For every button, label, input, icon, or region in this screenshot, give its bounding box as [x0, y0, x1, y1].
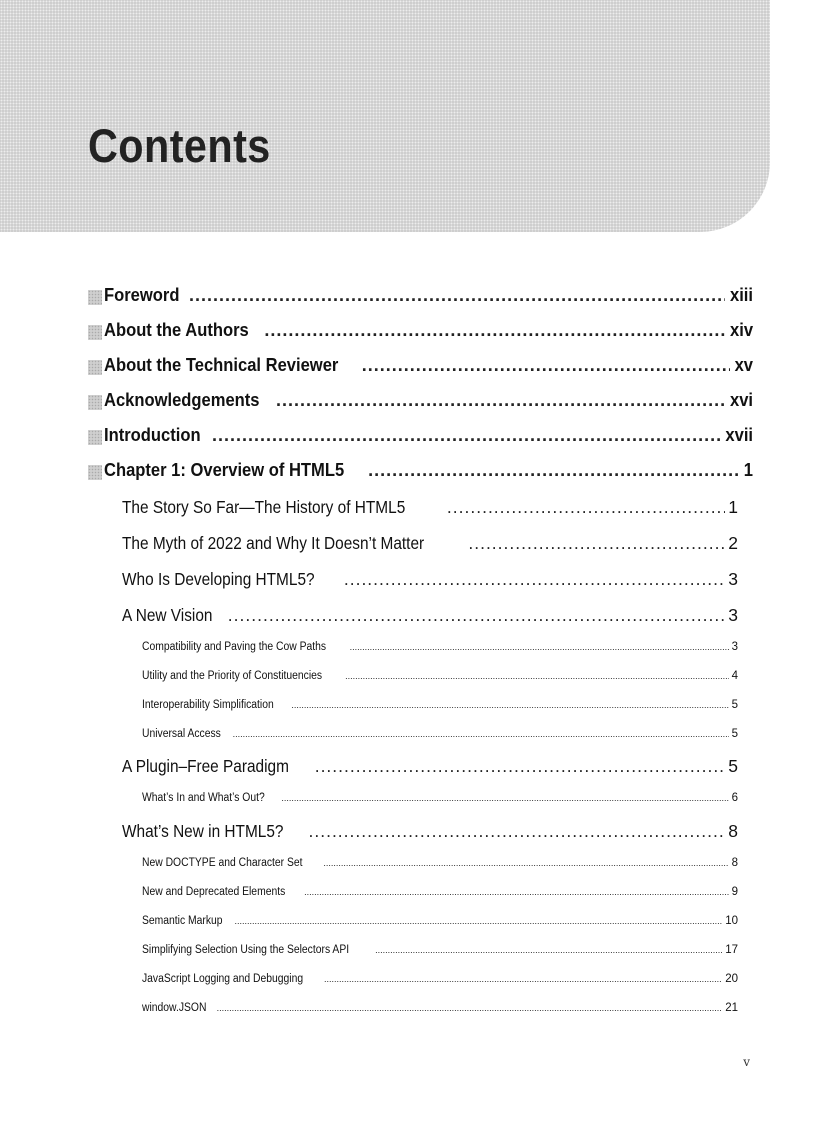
- toc-entry-page: 8: [728, 821, 738, 841]
- toc-entry-js-logging[interactable]: [142, 973, 738, 989]
- toc-entry-utility[interactable]: [142, 670, 738, 686]
- toc-entry-page: 20: [725, 973, 738, 985]
- toc-leader-dots: [291, 700, 728, 710]
- toc-entry-compatibility[interactable]: [142, 641, 738, 657]
- toc-leader-dots: [468, 533, 725, 554]
- toc-entry-page: 21: [725, 1002, 738, 1014]
- toc-leader-dots: [276, 390, 725, 411]
- toc-entry-page: 1: [728, 497, 738, 517]
- toc-entry-page: 3: [731, 641, 738, 653]
- toc-entry-title: What’s In and What’s Out?: [142, 792, 265, 804]
- toc-entry-title: A Plugin–Free Paradigm: [122, 756, 289, 776]
- toc-leader-dots: [234, 916, 722, 926]
- toc-leader-dots: [350, 642, 729, 652]
- toc-entry-selectors-api[interactable]: [142, 944, 738, 960]
- toc-entry-title: Interoperability Simplification: [142, 699, 274, 711]
- toc-entry-doctype[interactable]: [142, 857, 738, 873]
- toc-marker-icon: [88, 430, 102, 445]
- toc-entry-title: Chapter 1: Overview of HTML5: [104, 460, 345, 480]
- toc-leader-dots: [324, 974, 722, 984]
- toc-entry-a-new-vision[interactable]: [122, 605, 738, 629]
- toc-leader-dots: [362, 355, 730, 376]
- toc-entry-title: New and Deprecated Elements: [142, 886, 286, 898]
- toc-entry-title: The Story So Far—The History of HTML5: [122, 497, 406, 517]
- toc-entry-title: About the Authors: [104, 320, 249, 340]
- toc-leader-dots: [264, 320, 725, 341]
- toc-marker-icon: [88, 325, 102, 340]
- toc-leader-dots: [212, 425, 720, 446]
- toc-entry-title: About the Technical Reviewer: [104, 355, 339, 375]
- toc-entry-page: 8: [731, 857, 738, 869]
- toc-entry-title: New DOCTYPE and Character Set: [142, 857, 303, 869]
- toc-leader-dots: [345, 671, 729, 681]
- toc-entry-technical-reviewer[interactable]: [88, 355, 753, 379]
- toc-entry-title: Acknowledgements: [104, 390, 260, 410]
- toc-entry-title: Introduction: [104, 425, 201, 445]
- toc-leader-dots: [447, 497, 725, 518]
- toc-marker-icon: [88, 465, 102, 480]
- toc-leader-dots: [304, 887, 728, 897]
- toc-entry-page: xv: [734, 355, 753, 375]
- toc-entry-whats-new[interactable]: [122, 821, 738, 845]
- toc-entry-page: 3: [728, 605, 738, 625]
- contents-banner: [0, 0, 770, 232]
- toc-entry-universal-access[interactable]: [142, 728, 738, 744]
- toc-entry-title: JavaScript Logging and Debugging: [142, 973, 304, 985]
- page-title: Contents: [88, 119, 271, 172]
- toc-entry-title: Who Is Developing HTML5?: [122, 569, 315, 589]
- toc-entry-title: What’s New in HTML5?: [122, 821, 284, 841]
- toc-entry-foreword[interactable]: [88, 285, 753, 309]
- toc-entry-page: 9: [731, 886, 738, 898]
- toc-marker-icon: [88, 290, 102, 305]
- toc-entry-page: 10: [725, 915, 738, 927]
- toc-entry-about-the-authors[interactable]: [88, 320, 753, 344]
- toc-leader-dots: [344, 569, 725, 590]
- toc-entry-page: 5: [731, 728, 738, 740]
- toc-marker-icon: [88, 395, 102, 410]
- toc-entry-semantic-markup[interactable]: [142, 915, 738, 931]
- toc-entry-page: xiii: [729, 285, 753, 305]
- toc-entry-acknowledgements[interactable]: [88, 390, 753, 414]
- toc-leader-dots: [228, 605, 725, 626]
- toc-entry-page: xiv: [729, 320, 753, 340]
- toc-entry-story-so-far[interactable]: [122, 497, 738, 521]
- toc-entry-window-json[interactable]: [142, 1002, 738, 1018]
- toc-entry-whats-in-out[interactable]: [142, 792, 738, 808]
- toc-entry-page: 5: [731, 699, 738, 711]
- toc-entry-page: 17: [725, 944, 738, 956]
- toc-entry-page: 5: [728, 756, 738, 776]
- toc-entry-title: window.JSON: [142, 1002, 207, 1014]
- toc-entry-who-is-developing[interactable]: [122, 569, 738, 593]
- toc-entry-title: The Myth of 2022 and Why It Doesn’t Matter: [122, 533, 425, 553]
- toc-entry-title: Semantic Markup: [142, 915, 223, 927]
- toc-leader-dots: [375, 945, 722, 955]
- toc-entry-page: xvii: [725, 425, 753, 445]
- toc-leader-dots: [233, 729, 729, 739]
- toc-entry-page: 1: [743, 460, 753, 480]
- toc-marker-icon: [88, 360, 102, 375]
- toc-leader-dots: [281, 793, 728, 803]
- toc-entry-deprecated-elements[interactable]: [142, 886, 738, 902]
- toc-entry-title: Utility and the Priority of Constituencies: [142, 670, 323, 682]
- toc-entry-page: 4: [731, 670, 738, 682]
- toc-leader-dots: [217, 1003, 723, 1013]
- toc-entry-title: Simplifying Selection Using the Selectors API: [142, 944, 350, 956]
- toc-entry-title: A New Vision: [122, 605, 213, 625]
- toc-entry-chapter-1[interactable]: [88, 460, 753, 484]
- toc-leader-dots: [323, 858, 728, 868]
- toc-leader-dots: [315, 756, 726, 777]
- toc-entry-page: xvi: [729, 390, 753, 410]
- toc-entry-introduction[interactable]: [88, 425, 753, 449]
- toc-entry-interoperability[interactable]: [142, 699, 738, 715]
- toc-leader-dots: [368, 460, 740, 481]
- toc-entry-page: 2: [728, 533, 738, 553]
- toc-entry-title: Compatibility and Paving the Cow Paths: [142, 641, 327, 653]
- toc-entry-myth-of-2022[interactable]: [122, 533, 738, 557]
- toc-entry-title: Universal Access: [142, 728, 221, 740]
- toc-entry-page: 6: [731, 792, 738, 804]
- toc-entry-page: 3: [728, 569, 738, 589]
- toc-leader-dots: [189, 285, 725, 306]
- toc-entry-title: Foreword: [104, 285, 180, 305]
- page-number: v: [743, 1055, 750, 1069]
- toc-leader-dots: [309, 821, 726, 842]
- toc-entry-plugin-free[interactable]: [122, 756, 738, 780]
